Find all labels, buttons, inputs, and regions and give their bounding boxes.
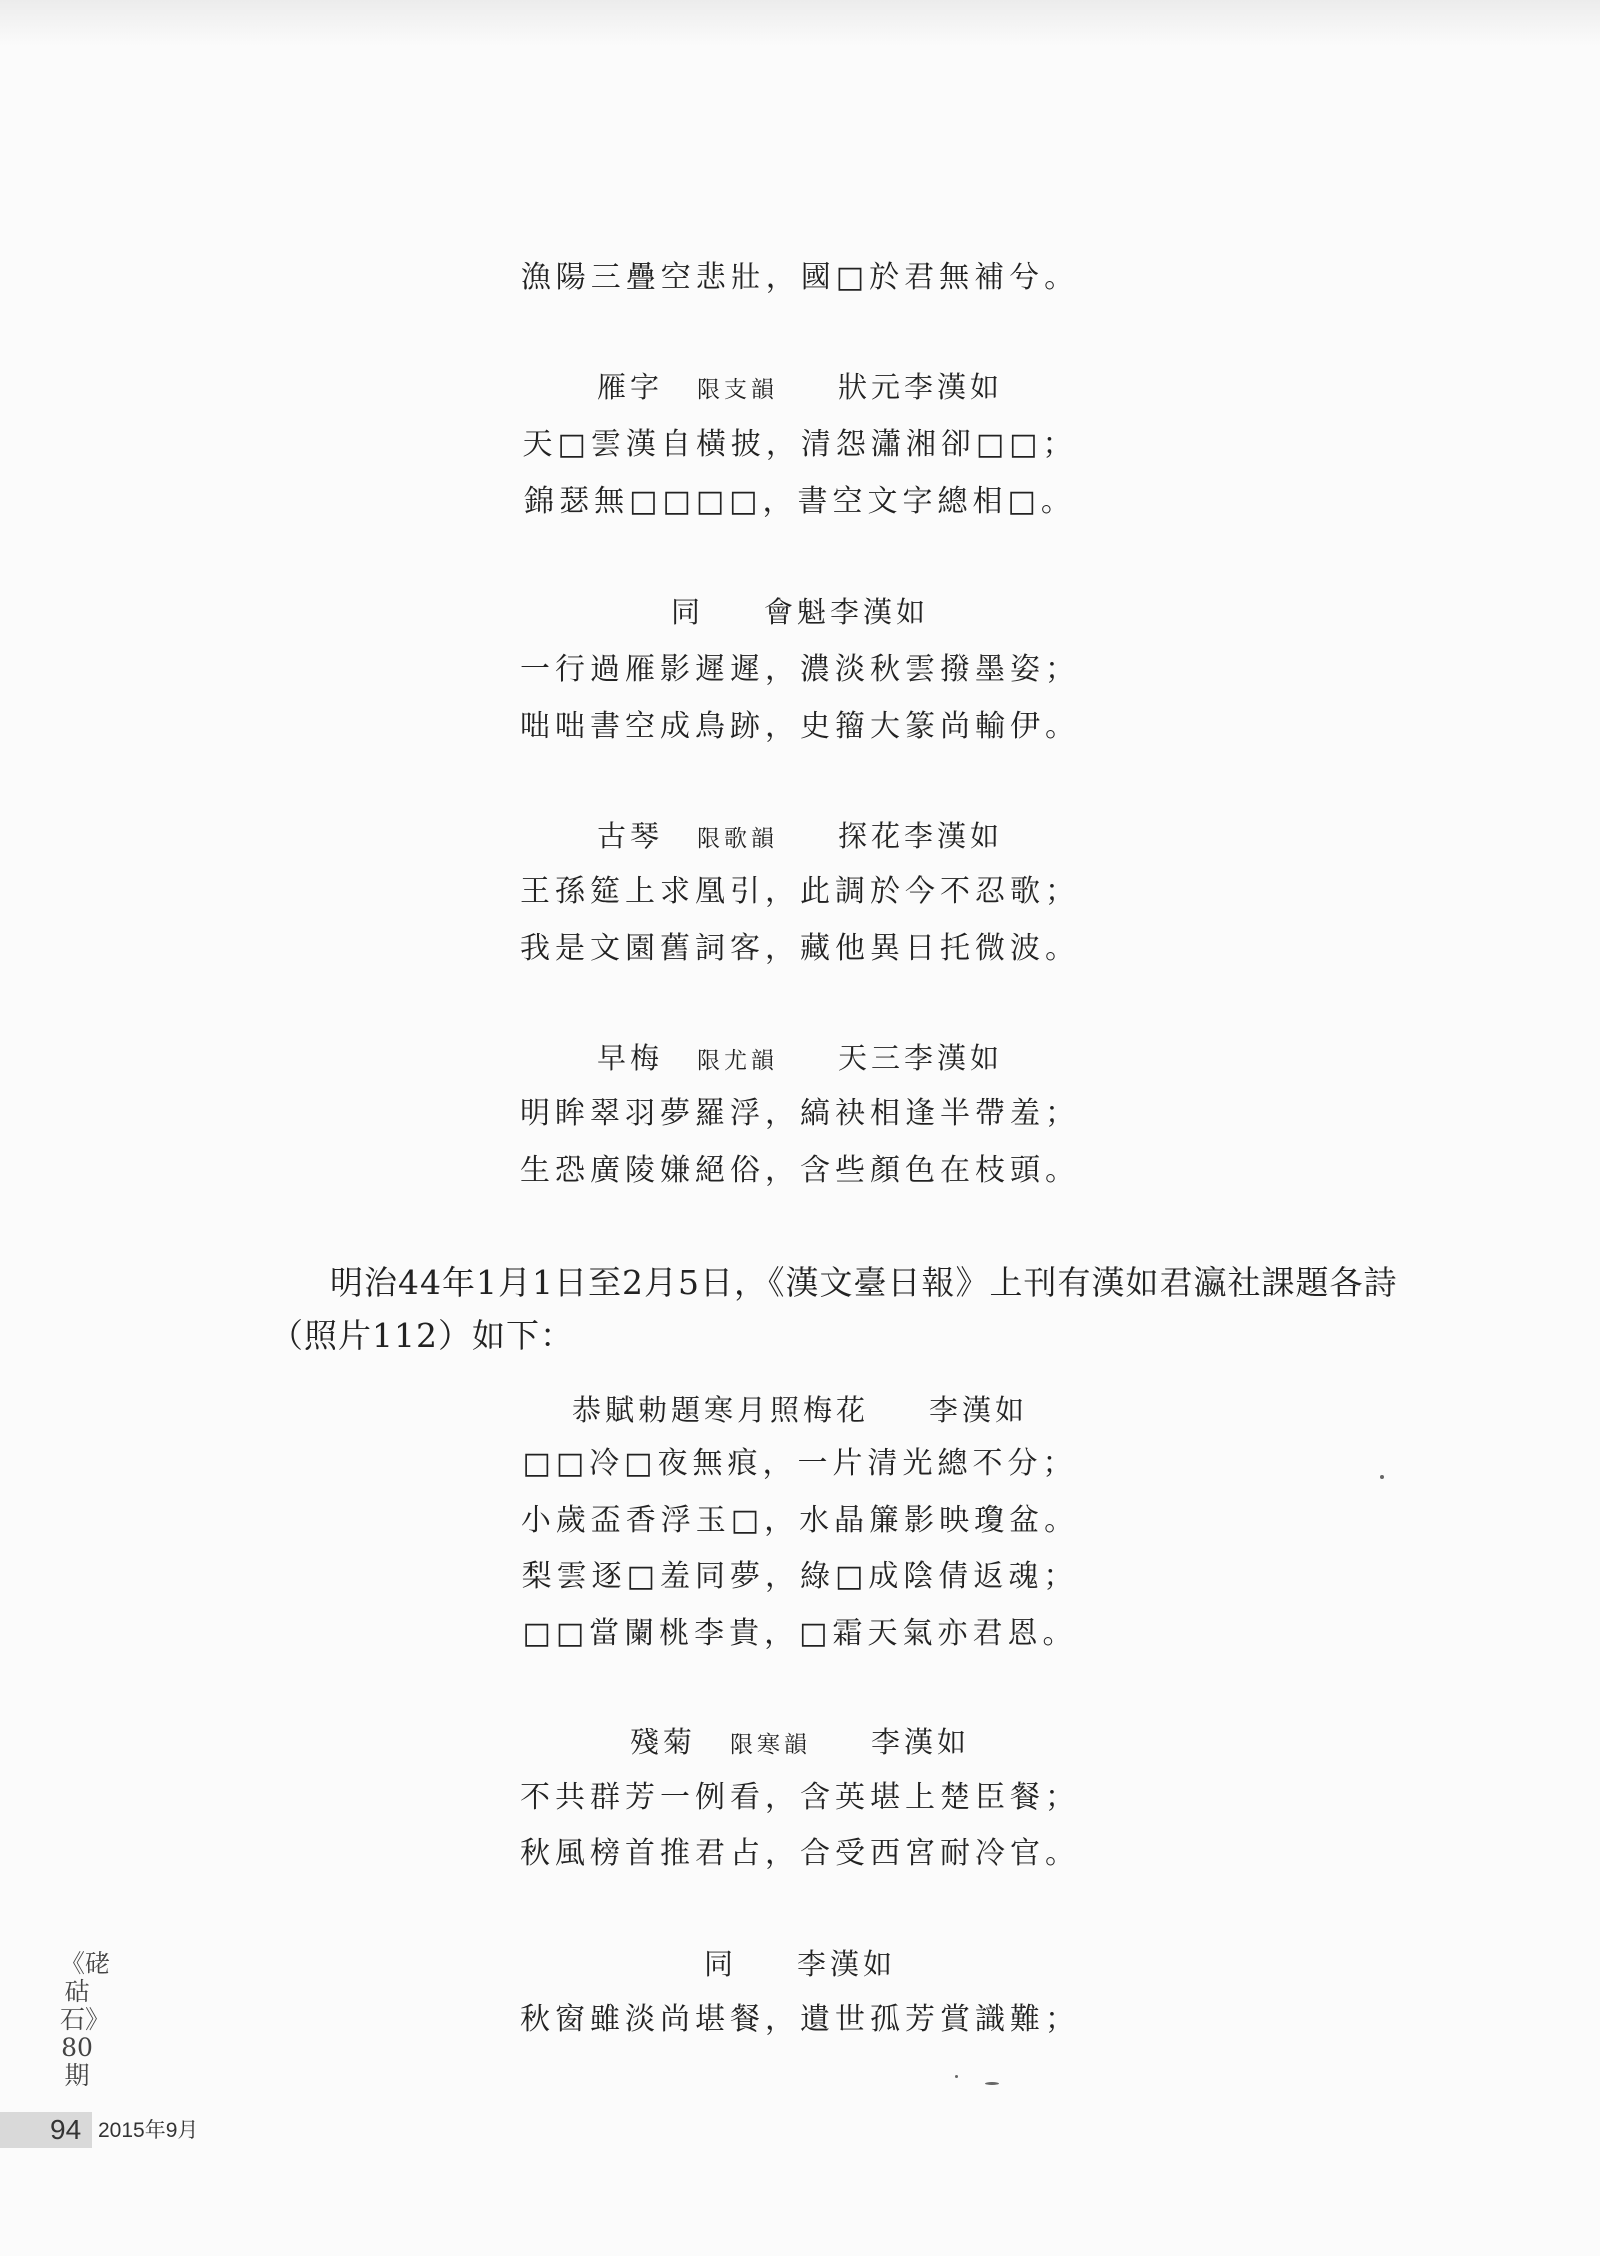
poem-line: 秋窗雖淡尚堪餐，遺世孤芳賞識難； [520, 2002, 1080, 2037]
poem-line: 錦瑟無□□□□，書空文字總相□。 [524, 484, 1076, 519]
poem-name: 早梅 [596, 1041, 663, 1075]
poem-name: 恭賦勅題寒月照梅花 [571, 1393, 869, 1427]
poem-author: 探花李漢如 [838, 819, 1004, 853]
poem-title [0, 592, 1600, 632]
poem-author: 李漢如 [929, 1393, 1029, 1427]
rhyme-constraint: 限歌韻 [697, 826, 778, 852]
page-number: 94 [50, 2114, 82, 2145]
rhyme-constraint: 限寒韻 [730, 1732, 811, 1758]
poem-line: 王孫筵上求凰引，此調於今不忍歌； [520, 874, 1080, 909]
poem-author: 李漢如 [797, 1947, 897, 1981]
poem-line: □□冷□夜無痕，一片清光總不分； [522, 1446, 1078, 1481]
poem-line: 漁陽三疊空悲壯，國□於君無補兮。 [520, 260, 1080, 295]
poem-title [0, 1944, 1600, 1984]
poem-name: 雁字 [596, 370, 663, 404]
poem-title [0, 1722, 1600, 1765]
poem-name: 古琴 [596, 819, 663, 853]
poem-line: □□當闌桃李貴，□霜天氣亦君恩。 [522, 1616, 1078, 1651]
poem-line: 明眸翠羽夢羅浮，縞袂相逢半帶羞； [520, 1096, 1080, 1131]
scan-speck [1380, 1475, 1384, 1479]
poem-title [0, 816, 1600, 859]
scan-speck [985, 2082, 999, 2085]
poem-author: 狀元李漢如 [838, 370, 1004, 404]
poem-line: 咄咄書空成鳥跡，史籀大篆尚輸伊。 [520, 709, 1080, 744]
poem-line: 我是文園舊詞客，藏他異日托微波。 [520, 931, 1080, 966]
poem-author: 會魁李漢如 [764, 595, 930, 629]
poem-line: 梨雲逐□羞同夢，綠□成陰倩返魂； [521, 1559, 1079, 1594]
poem-line: 一行過雁影遲遲，濃淡秋雲撥墨姿； [520, 652, 1080, 687]
issue-date: 2015年9月 [98, 2119, 199, 2142]
poem-name: 同 [670, 595, 704, 629]
poem-author: 天三李漢如 [838, 1041, 1004, 1075]
poem-line: 生恐廣陵嫌絕俗，含些顏色在枝頭。 [520, 1153, 1080, 1188]
poem-title [0, 1390, 1600, 1430]
prose-paragraph-line: 明治44年1月1日至2月5日，《漢文臺日報》上刊有漢如君瀛社課題各詩 [330, 1263, 1398, 1302]
poem-line: 小歲盃香浮玉□，水晶簾影映瓊盆。 [520, 1503, 1080, 1538]
poem-title [0, 1038, 1600, 1081]
poem-line: 不共群芳一例看，含英堪上楚臣餐； [520, 1780, 1080, 1815]
poem-name: 殘菊 [629, 1725, 696, 1759]
poem-author: 李漢如 [871, 1725, 971, 1759]
rhyme-constraint: 限尤韻 [697, 1048, 778, 1074]
prose-paragraph-line: （照片112）如下： [270, 1316, 574, 1355]
poem-line: 秋風榜首推君占，合受西宮耐冷官。 [520, 1836, 1080, 1871]
scan-speck [955, 2075, 958, 2078]
rhyme-constraint: 限支韻 [697, 377, 778, 403]
journal-title-vertical: 《硓𥑮石》80期 [60, 1949, 111, 2090]
poem-line: 天□雲漢自橫披，清怨瀟湘卻□□； [522, 427, 1078, 462]
poem-name: 同 [703, 1947, 737, 1981]
poem-title [0, 367, 1600, 410]
page-top-shadow [0, 0, 1600, 46]
